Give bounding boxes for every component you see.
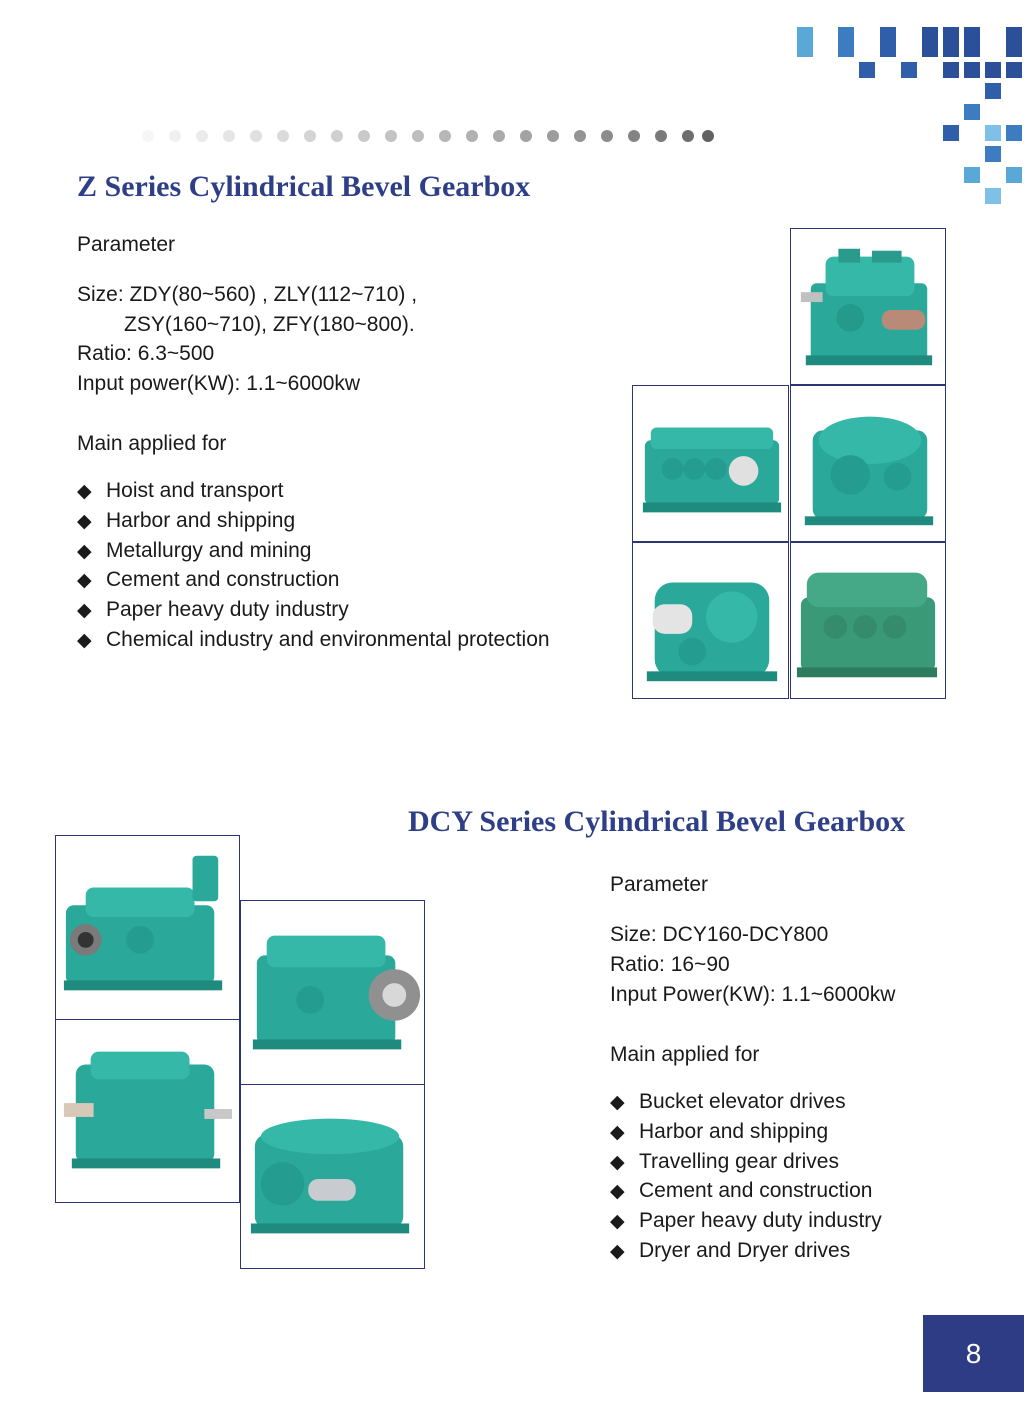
diamond-bullet-icon: ◆ — [77, 481, 92, 502]
gearbox-image — [56, 1020, 239, 1202]
diamond-bullet-icon: ◆ — [610, 1240, 625, 1262]
z-applied-label: Main applied for — [77, 432, 227, 455]
z-parameter-label: Parameter — [77, 233, 176, 256]
z-series-title: Z Series Cylindrical Bevel Gearbox — [77, 170, 531, 203]
list-item: ◆ Cement and construction — [77, 565, 550, 595]
page-number: 8 — [923, 1315, 1024, 1392]
z-ratio: Ratio: 6.3~500 — [77, 342, 215, 365]
dcy-series-title: DCY Series Cylindrical Bevel Gearbox — [408, 805, 906, 838]
diamond-bullet-icon: ◆ — [77, 540, 92, 562]
diamond-bullet-icon: ◆ — [77, 570, 92, 592]
dcy-parameter-label: Parameter — [610, 873, 709, 896]
diamond-bullet-icon: ◆ — [77, 600, 92, 622]
diamond-bullet-icon: ◆ — [610, 1181, 625, 1203]
z-input-power: Input power(KW): 1.1~6000kw — [77, 372, 361, 395]
diamond-bullet-icon: ◆ — [610, 1151, 625, 1173]
list-item: ◆ Chemical industry and environmental protection — [77, 625, 550, 655]
gearbox-image — [56, 836, 239, 1019]
dcy-size: Size: DCY160-DCY800 — [610, 923, 829, 946]
list-item: ◆ Bucket elevator drives — [610, 1087, 882, 1117]
list-item: ◆ Travelling gear drives — [610, 1147, 882, 1177]
z-size-line1: Size: ZDY(80~560) , ZLY(112~710) , — [77, 283, 418, 306]
list-item: ◆ Dryer and Dryer drives — [610, 1236, 882, 1266]
list-item: ◆ Cement and construction — [610, 1176, 882, 1206]
diamond-bullet-icon: ◆ — [610, 1092, 625, 1113]
list-item: ◆ Harbor and shipping — [610, 1117, 882, 1147]
dcy-applied-label: Main applied for — [610, 1043, 760, 1066]
z-applications-list — [77, 476, 550, 655]
list-item: ◆ Harbor and shipping — [77, 506, 550, 536]
dcy-gearbox-photo-4 — [240, 1084, 425, 1269]
gearbox-image — [241, 1085, 424, 1268]
dcy-gearbox-photo-3 — [240, 900, 425, 1085]
gearbox-image — [791, 386, 945, 541]
dcy-ratio: Ratio: 16~90 — [610, 953, 730, 976]
dcy-applications-list — [610, 1087, 882, 1266]
diamond-bullet-icon: ◆ — [610, 1121, 625, 1143]
z-gearbox-photo-4 — [632, 542, 789, 699]
gearbox-image — [633, 543, 788, 698]
z-size-line2: ZSY(160~710), ZFY(180~800). — [124, 313, 415, 336]
z-gearbox-photo-3 — [790, 385, 946, 542]
gearbox-image — [241, 901, 424, 1084]
diamond-bullet-icon: ◆ — [77, 510, 92, 532]
z-gearbox-photo-1 — [790, 228, 946, 385]
diamond-bullet-icon: ◆ — [77, 629, 92, 651]
list-item: ◆ Metallurgy and mining — [77, 536, 550, 566]
z-gearbox-photo-2 — [632, 385, 789, 542]
list-item: ◆ Paper heavy duty industry — [77, 595, 550, 625]
dcy-input-power: Input Power(KW): 1.1~6000kw — [610, 983, 896, 1006]
z-gearbox-photo-5 — [790, 542, 946, 699]
dcy-gearbox-photo-1 — [55, 835, 240, 1020]
list-item: ◆ Paper heavy duty industry — [610, 1206, 882, 1236]
gearbox-image — [791, 229, 945, 384]
gearbox-image — [791, 543, 945, 698]
diamond-bullet-icon: ◆ — [610, 1211, 625, 1233]
dcy-gearbox-photo-2 — [55, 1019, 240, 1203]
gearbox-image — [633, 386, 788, 541]
list-item: ◆ Hoist and transport — [77, 476, 550, 506]
